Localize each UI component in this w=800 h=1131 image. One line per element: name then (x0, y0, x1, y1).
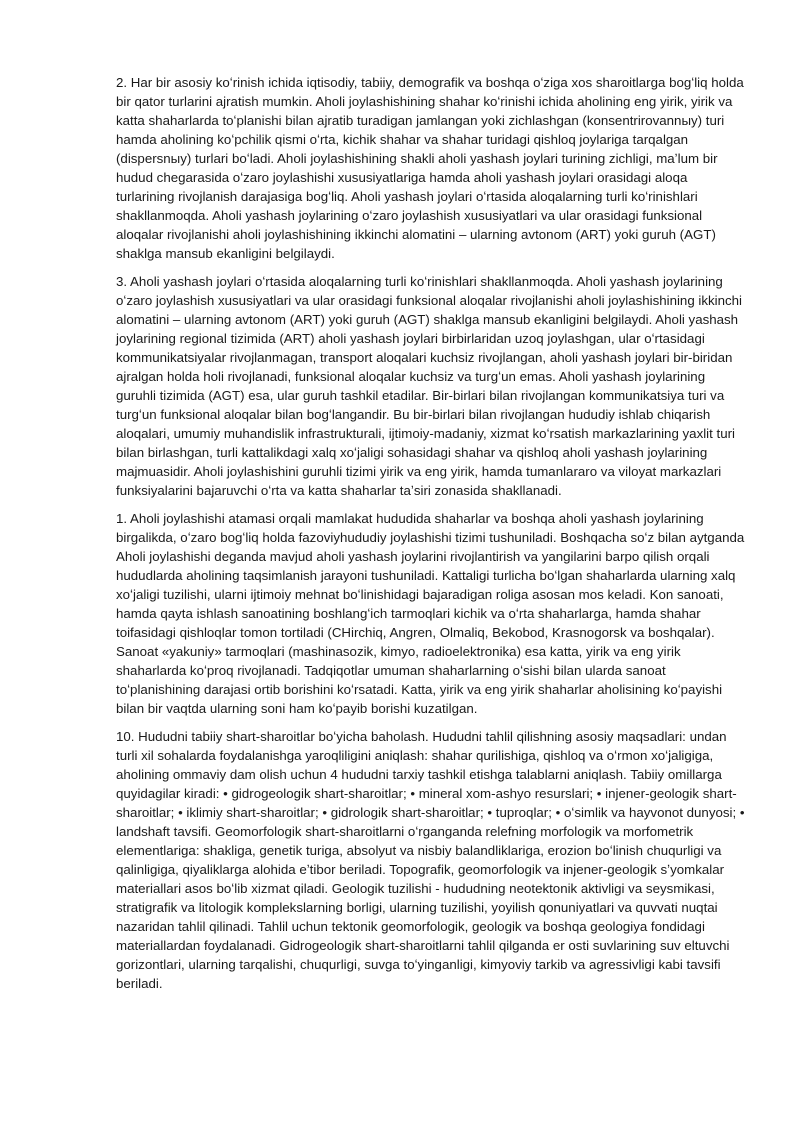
paragraph-10-natural-conditions: 10. Hududni tabiiy shart-sharoitlar boʻyicha baholash. Hududni tahlil qilishning asosiy maqsadlari: undan turli xil sohalarda foydalanishga yaroqliligini aniqlash: shahar qurilishiga, qishloq va oʻrmon xoʻjaligiga, aholining ommaviy dam olish uchun 4 hududni tarxiy tashkil etishga talablarni aniqlash. Tabiiy omillarga quyidagilar kiradi: • gidrogeologik shart-sharoitlar; • mineral xom-ashyo resurslari; • injener-geologik shart-sharoitlar; • iklimiy shart-sharoitlar; • gidrologik shart-sharoitlar; • tuproqlar; • oʻsimlik va hayvonot dunyosi; • landshaft tavsifi. Geomorfologik shart-sharoitlarni oʻrganganda relefning morfologik va morfometrik elementlariga: shakliga, genetik turiga, absolyut va nisbiy balandliklariga, erozion boʻlinish chuqurligi va qalinligiga, qiyaliklarga alohida eʼtibor beriladi. Topografik, geomorfologik va injener-geologik sʼyomkalar materiallari asos boʻlib xizmat qiladi. Geologik tuzilishi - hududning neotektonik aktivligi va seysmikasi, stratigrafik va litologik komplekslarning borligi, ularning tuzilishi, yoyilish qonuniyatlari va quvvati nuqtai nazaridan tahlil qilinadi. Tahlil uchun tektonik geomorfologik, geologik va boshqa geologiya fondidagi materiallardan foydalanadi. Gidrogeologik shart-sharoitlarni tahlil qilganda er osti suvlarining suv eltuvchi gorizontlari, ularning tarqalishi, chuqurligi, suvga toʻyinganligi, kimyoviy tarkib va agressivligi kabi tavsifi beriladi. (116, 729, 745, 991)
paragraph-2-settlement-types: 2. Har bir asosiy koʻrinish ichida iqtisodiy, tabiiy, demografik va boshqa oʻziga xos sharoitlarga bogʻliq holda bir qator turlarini ajratish mumkin. Aholi joylashishining shahar koʻrinishi ichida aholining eng yirik, yirik va katta shaharlarda toʻplanishi bilan ajratib turadigan jamlangan yoki zichlashgan (konsentrirovannыy) turi hamda aholining koʻpchilik qismi oʻrta, kichik shahar va shahar turidagi qishloq joylariga tarqalgan (dispersnыy) turlari boʻladi. Aholi joylashishining shakli aholi yashash joylari turining zichligi, maʼlum bir hudud chegarasida oʻzaro joylashishi xususiyatlariga hamda aholi yashash joylari orasidagi aloqa turlarining rivojlanish darajasiga bogʻliq. Aholi yashash joylari oʻrtasida aloqalarning turli koʻrinishlari shakllanmoqda. Aholi yashash joylarining oʻzaro joylashish xususiyatlari va ular orasidagi funksional aloqalar rivojlanishi aholi joylashishining ikkinchi alomatini – ularning avtonom (ART) yoki guruh (AGT) shaklga mansub ekanligini belgilaydi. (116, 75, 744, 261)
document-body (116, 73, 748, 1002)
paragraph-3-settlement-links: 3. Aholi yashash joylari oʻrtasida aloqalarning turli koʻrinishlari shakllanmoqda. Aholi yashash joylarining oʻzaro joylashish xususiyatlari va ular orasidagi funksional aloqalar rivojlanishi aholi joylashishining ikkinchi alomatini – ularning avtonom (ART) yoki guruh (AGT) shaklga mansub ekanligini belgilaydi. Aholi yashash joylarining regional tizimida (ART) aholi yashash joylari birbirlaridan uzoq joylashgan, ular oʻrtasidagi kommunikatsiyalar rivojlanmagan, transport aloqalari kuchsiz rivojlangan, aholi yashash joylari bir-biridan ajralgan holda holi rivojlanadi, funksional aloqalar kuchsiz va turgʻun emas. Aholi yashash joylarining guruhli tizimida (AGT) esa, ular guruh tashkil etadilar. Bir-birlari bilan rivojlangan kommunikatsiya turi va turgʻun funksional aloqalar bilan bogʻlangandir. Bu bir-birlari bilan rivojlangan hududiy ishlab chiqarish aloqalari, umumiy muhandislik infrastrukturali, ijtimoiy-madaniy, xizmat koʻrsatish markazlarining yaxlit turi bilan birlashgan, turli kattalikdagi xalq xoʻjaligi sohasidagi shahar va qishloq aholi yashash joylarining majmuasidir. Aholi joylashishini guruhli tizimi yirik va eng yirik, hamda tumanlararo va viloyat markazlari funksiyalarini bajaruvchi oʻrta va katta shaharlar taʼsiri zonasida shakllanadi. (116, 274, 743, 498)
paragraph-1-settlement-definition: 1. Aholi joylashishi atamasi orqali mamlakat hududida shaharlar va boshqa aholi yashash joylarining birgalikda, oʻzaro bogʻliq holda fazoviyhududiy joylashishi tizimi tushuniladi. Boshqacha soʻz bilan aytganda Aholi joylashishi deganda mavjud aholi yashash joylarini rivojlantirish va yangilarini barpo qilish orqali hududlarda aholining taqsimlanish jarayoni tushuniladi. Kattaligi turlicha boʻlgan shaharlarda ularning xalq xoʻjaligi tuzilishi, ularni ijtimoiy mehnat boʻlinishidagi bajaradigan roliga asosan mos keladi. Kon sanoati, hamda qayta ishlash sanoatining boshlangʻich tarmoqlari kichik va oʻrta shaharlarga, hamda shahar toifasidagi qishloqlar tomon tortiladi (CHirchiq, Angren, Olmaliq, Bekobod, Krasnogorsk va boshqalar). Sanoat «yakuniy» tarmoqlari (mashinasozik, kimyo, radioelektronika) esa katta, yirik va eng yirik shaharlarda koʻproq rivojlanadi. Tadqiqotlar umuman shaharlarning oʻsishi bilan ularda sanoat toʻplanishining darajasi ortib borishini koʻrsatadi. Katta, yirik va eng yirik shaharlar aholisining koʻpayishi bilan bir vaqtda ularning soni ham koʻpayib borishi kuzatilgan. (116, 511, 745, 716)
